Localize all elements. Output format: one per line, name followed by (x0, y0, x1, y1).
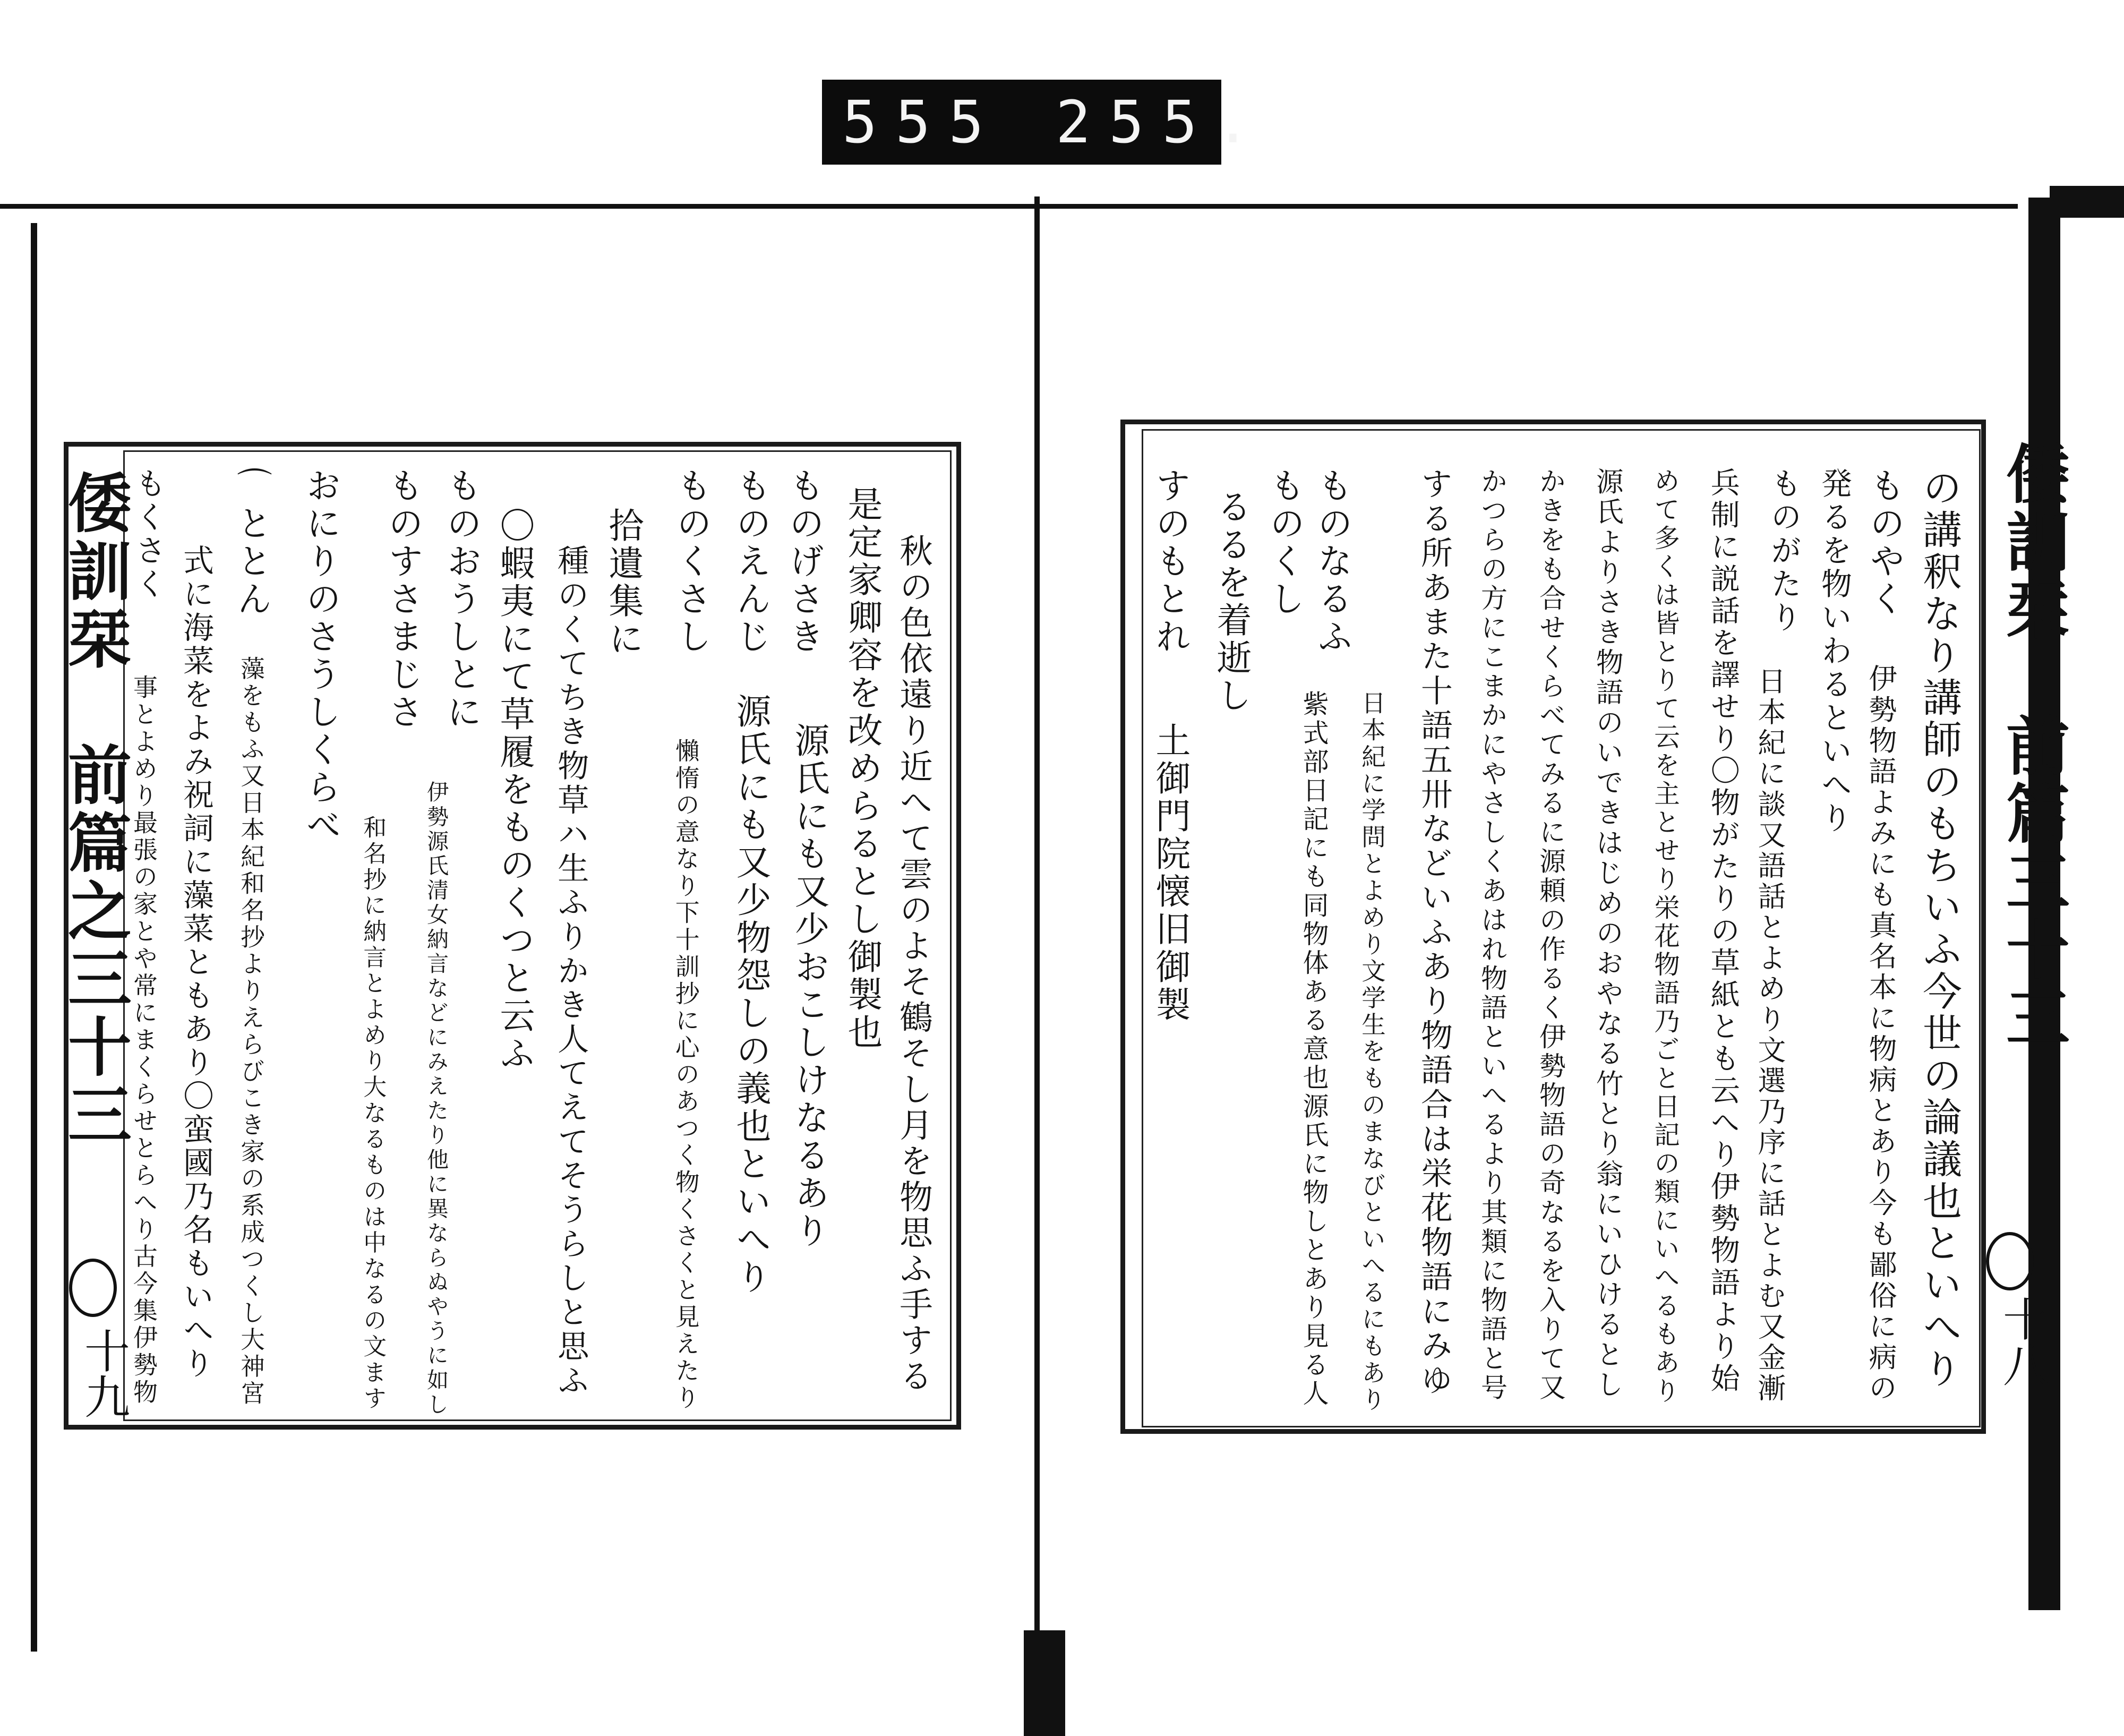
text-column: 土御門院懐旧御製 (1150, 722, 1191, 1024)
text-column: 兵制に説話を譯せり〇物がたりの草紙とも云へり伊勢物語より始 (1705, 467, 1740, 1395)
text-column: ものやく (1864, 467, 1905, 618)
text-column: めて多くは皆とりて云を主とせり栄花物語乃ごと日記の類にいへるもあり (1649, 467, 1680, 1406)
gutter-clip (1024, 1630, 1065, 1736)
text-column: ものなるふ (1312, 467, 1352, 656)
text-column: ものがたり (1766, 467, 1802, 635)
text-column: 日本紀に学問とよめり文学生をものまなびといへるにもあり (1357, 690, 1386, 1414)
text-column: 藻をもふ又日本紀和名抄よりえらびこき家の系成つくし大神宮 (237, 656, 266, 1407)
text-column: もくさく (130, 467, 166, 601)
left-page-header: 倭訓栞 前篇之三十三 (57, 470, 132, 1150)
center-gutter-line (1034, 196, 1040, 1641)
text-column: 事とよめり最張の家とや常にまくらせとらへり古今集伊勢物 (130, 674, 159, 1406)
left-folio-circle (69, 1259, 117, 1317)
text-column: 是定家卿容を改めらるとし御製也 (842, 486, 883, 1051)
text-column: かきをも合せくらべてみるに源頼の作るく伊勢物語の奇なるを入りて又 (1535, 467, 1566, 1403)
text-column: ⌒ととん (231, 467, 272, 618)
text-column: 源氏よりさき物語のいできはじめのおやなる竹とり翁にいひけるとし (1591, 467, 1623, 1400)
text-column: 和名抄に納言とよめり大なるものは中なるの文ます (359, 815, 387, 1412)
text-column: おにりのさうしくらべ (300, 467, 341, 844)
right-folio-circle (1986, 1232, 2034, 1290)
text-column: すのもとれ (1150, 467, 1191, 656)
text-column: 源氏にも又少物怨しの義也といへり (730, 693, 771, 1296)
text-column: 日本紀に談又語話とよめり文選乃序に話とよむ又金漸 (1753, 666, 1786, 1404)
text-column: ものおうしとに (441, 467, 482, 731)
frame-number-left: 555 (842, 88, 1002, 156)
text-column: の講釈なり講師のもちいふ今世の論議也といへり (1916, 467, 1962, 1390)
frame-number-right: 255. (1056, 88, 1269, 156)
text-column: ものげさき (783, 467, 824, 656)
text-column: ものえんじ (730, 467, 771, 656)
text-column: 拾遺集に (603, 507, 644, 658)
text-column: 秋の色依遠り近へて雲のよそ鶴そし月を物思ふ手する (894, 534, 933, 1395)
text-column: 発るを物いわるといへり (1816, 467, 1852, 835)
text-column: るるを着逝し (1211, 489, 1252, 715)
top-right-corner (2050, 186, 2124, 218)
text-column: 〇蝦夷にて草履をものくつと云ふ (494, 507, 535, 1073)
top-binding-edge (0, 204, 2018, 209)
text-column: 源氏にも又少おこしけなるあり (789, 722, 829, 1250)
text-column: かつらの方にこまかにやさしくあはれ物語といへるより其類に物語と号 (1477, 467, 1508, 1403)
text-column: 式に海菜をよみ祝詞に藻菜ともあり〇蛮國乃名もいへり (178, 544, 214, 1381)
text-column: 伊勢源氏清女納言などにみえたり他に異ならぬやうに如し (423, 781, 449, 1417)
text-column: 紫式部日記にも同物体ある意也源氏に物しとあり見る人 (1299, 690, 1330, 1408)
text-column: ものくし (1264, 467, 1305, 618)
right-page-folio: 十八 (1995, 1296, 2048, 1387)
text-column: する所あまた十語五卅などいふあり物語合は栄花物語にみゆ (1415, 467, 1453, 1398)
frame-number-label (822, 80, 1269, 165)
right-page-header: 倭訓栞 前篇三十三 (1995, 441, 2070, 1053)
text-column: 伊勢物語よみにも真名本に物病とあり今も鄙俗に病の (1864, 664, 1898, 1404)
left-page-edge (31, 223, 37, 1652)
text-column: 懶惰の意なり下十訓抄に心のあつく物くさくと見えたり (671, 738, 700, 1412)
text-column: ものすさまじさ (382, 467, 423, 731)
left-page-folio: 十九 (76, 1328, 130, 1419)
text-column: 種のくてちき物草ハ生ふりかき人てえてそうらしと思ふ (552, 544, 589, 1398)
text-column: ものくさし (671, 467, 712, 656)
